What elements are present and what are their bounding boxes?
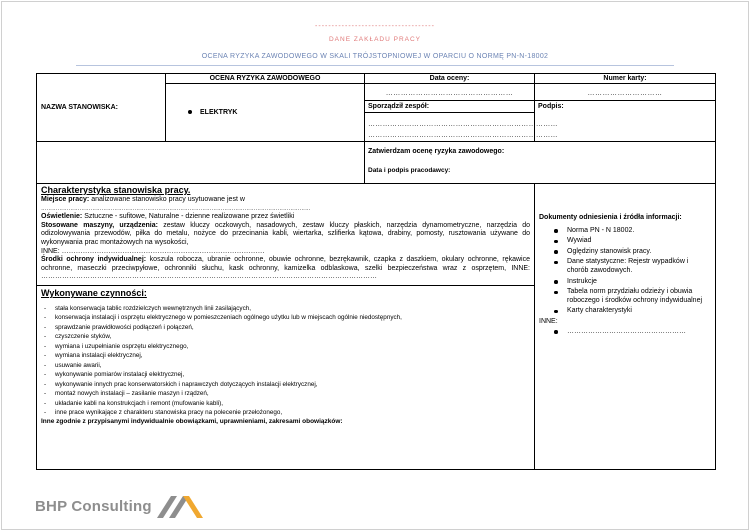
- zespol-dots-2: ……………………………………………………………………: [368, 132, 558, 139]
- bullet-icon: [188, 110, 192, 114]
- miejsce-text: analizowane stanowisko pracy usytuowane jest w: [91, 196, 245, 203]
- list-item: - czyszczenie styków,: [41, 332, 530, 342]
- list-item: - sprawdzanie prawidłowości podłączeń i połączeń,: [41, 323, 530, 333]
- srodki-ochrony: [41, 256, 530, 282]
- nazwa-stanowiska-label: NAZWA STANOWISKA:: [37, 74, 166, 142]
- documents-inne-label: INNE:: [539, 317, 558, 325]
- stanowisko-name: ELEKTRYK: [200, 109, 238, 116]
- list-item: Wywiad: [539, 237, 711, 246]
- list-item: - konserwacja instalacji i osprzętu elektrycznego w pomieszczeniach ogólnego użytku lub w miejscach ogólnie niedostępnych,: [41, 313, 530, 323]
- section-divider: [37, 285, 534, 286]
- oswietlenie-text: Sztuczne - sufitowe, Naturalne - dzienne realizowane przez świetliki: [84, 213, 295, 221]
- header-dash-line: ------------------------------------: [315, 23, 435, 30]
- list-item: - stała konserwacja tablic rozdzielczych wewnętrznych linii zasilających,: [41, 304, 530, 314]
- oswietlenie: [41, 213, 530, 222]
- list-item: Norma PN - N 18002.: [539, 227, 711, 236]
- list-item: - wymiana i uzupełnianie osprzętu elektrycznego,: [41, 342, 530, 352]
- zatwierdzam-title: Zatwierdzam ocenę ryzyka zawodowego:: [368, 148, 505, 155]
- documents-list: [539, 227, 711, 316]
- logo-text: BHP Consulting: [35, 498, 152, 515]
- zatwierdzam-cell: [365, 142, 716, 184]
- srodki-text: koszula robocza, ubranie ochronne, obuwie ochronne, bezrękawnik, czapka z daszkiem, okulary ochronne, rękawice ochronne, maseczki przeciwpyłowe, ochronniki słuchu, kask ochronny, kamizelka odblaskowa, szelki bezpieczeństwa wraz z osprzętem, INNE: ………………………………………………………………………………………………………………………………: [41, 256, 530, 281]
- list-item: Dane statystyczne: Rejestr wypadków i chorób zawodowych.: [539, 258, 711, 275]
- maszyny-inne: INNE: ……………………………………………………………………………: [41, 247, 265, 255]
- document-title: OCENA RYZYKA ZAWODOWEGO W SKALI TRÓJSTOPNIOWEJ W OPARCIU O NORMĘ PN-N-18002: [201, 53, 549, 60]
- list-item: - wymiana instalacji elektrycznej,: [41, 351, 530, 361]
- documents-section: [535, 184, 716, 470]
- maszyny-label: Stosowane maszyny, urządzenia:: [41, 221, 158, 229]
- company-data-label: DANE ZAKŁADU PRACY: [328, 36, 422, 43]
- data-oceny-field: ……………………………………………: [365, 84, 535, 101]
- srodki-label: Środki ochrony indywidualnej:: [41, 256, 147, 264]
- zespol-field: [365, 113, 558, 142]
- zespol-label: Sporządził zespół:: [365, 101, 535, 113]
- miejsce-label: Miejsce pracy:: [41, 196, 90, 203]
- zatwierdzam-subtitle: Data i podpis pracodawcy:: [368, 167, 451, 174]
- ocena-ryzyka-header: OCENA RYZYKA ZAWODOWEGO: [166, 74, 365, 84]
- logo-mountain-icon: [155, 490, 205, 520]
- podpis-text: Podpis:: [538, 103, 564, 110]
- maszyny: [41, 222, 530, 248]
- oswietlenie-label: Oświetlenie:: [41, 213, 83, 221]
- tasks-list: [41, 304, 530, 418]
- documents-inne-list: [539, 328, 711, 337]
- tasks-footer: Inne zgodnie z przypisanymi indywidualnie obowiązkami, uprawnieniami, zakresami obowiązków:: [41, 417, 343, 425]
- list-item: Karty charakterystyki: [539, 307, 711, 316]
- numer-karty-header: Numer karty:: [535, 74, 716, 84]
- list-item: - układanie kabli na konstrukcjach i remont (mufowanie kabli),: [41, 399, 530, 409]
- company-logo: [35, 490, 205, 520]
- zespol-dots-1: ……………………………………………………………………: [368, 121, 558, 128]
- list-item: Oględziny stanowisk pracy.: [539, 248, 711, 257]
- risk-assessment-table: [36, 73, 716, 470]
- list-item: - usuwanie awarii,: [41, 361, 530, 371]
- stanowisko-value: [166, 84, 365, 142]
- list-item: - montaż nowych instalacji – zasilanie maszyn i rządzeń,: [41, 389, 530, 399]
- podpis-label: [535, 101, 716, 142]
- characteristics-section: [37, 184, 535, 470]
- miejsce-pracy: [41, 196, 530, 205]
- list-item: - inne prace wynikające z charakteru stanowiska pracy na polecenie przełożonego,: [41, 408, 530, 418]
- empty-cell: [37, 142, 365, 184]
- list-item: Tabela norm przydziału odzieży i obuwia roboczego i środków ochrony indywidualnej: [539, 288, 711, 305]
- list-item: - wykonywanie pomiarów instalacji elektrycznej,: [41, 370, 530, 380]
- tasks-title: Wykonywane czynności:: [41, 287, 147, 298]
- numer-karty-field: …………………………: [535, 84, 716, 101]
- list-item: Instrukcje: [539, 278, 711, 287]
- characteristics-title: Charakterystyka stanowiska pracy.: [41, 185, 191, 195]
- data-oceny-header: Data oceny:: [365, 74, 535, 84]
- documents-inne-dots: ……………………………………………: [539, 328, 711, 337]
- header-divider: [76, 65, 674, 66]
- miejsce-dots: …………………………………………………………………………………………………………………………………: [41, 205, 311, 212]
- list-item: - wykonywanie innych prac konserwatorskich i naprawczych dotyczących instalacji elektrycznej,: [41, 380, 530, 390]
- maszyny-text: zestaw kluczy oczkowych, nasadowych, zestaw kluczy płaskich, narzędzia dynamometryczne, narzędzia do odizolowywania przewodów, piłka do metalu, nożyce do przecinania kabli, wiertarka, szlifierka kątowa, drabiny, pomosty, rusztowania używane do wykonywania prac montażowych na wysokości,: [41, 221, 530, 246]
- documents-title: Dokumenty odniesienia i źródła informacji:: [539, 214, 682, 221]
